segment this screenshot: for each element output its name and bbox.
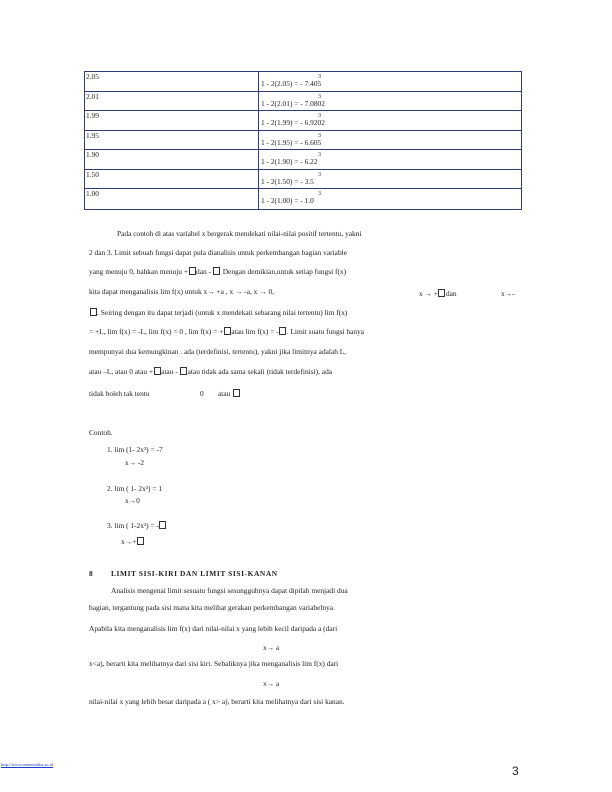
infinity-symbol-box bbox=[90, 308, 97, 316]
example-line: 2. lim ( 1- 2x³) = 1 bbox=[107, 484, 163, 493]
infinity-symbol-box bbox=[213, 267, 220, 275]
infinity-symbol-box bbox=[137, 537, 144, 545]
limit-subscript: x→ a bbox=[263, 643, 280, 652]
infinity-symbol-box bbox=[154, 367, 161, 375]
infinity-symbol-box bbox=[233, 389, 240, 397]
paragraph-fragment: 0 bbox=[200, 389, 204, 398]
paragraph-line: nilai-nilai x yang lebih besar daripada a ( x> a), berarti kita melihatnya dari sisi kanan. bbox=[89, 697, 345, 706]
expression: 1 - 2(1.95) = - 6.605 3 bbox=[261, 132, 322, 147]
table-row bbox=[85, 170, 521, 190]
paragraph-line: Pada contoh di atas variabel x bergerak mendekati nilai-nilai positif tertentu, yakni bbox=[117, 229, 362, 238]
x-value: 2.01 bbox=[86, 91, 99, 101]
table-row bbox=[85, 189, 521, 209]
section-number: 8 bbox=[89, 569, 94, 578]
example-subscript: x→+ bbox=[121, 537, 144, 546]
values-table bbox=[84, 71, 522, 210]
paragraph-line: Analisis mengenai limit sesuatu fungsi sesungguhnya dapat dipilah menjadi dua bbox=[111, 586, 348, 595]
expression: 1 - 2(1.50) = - 3.5 3 bbox=[261, 171, 321, 186]
table-row bbox=[85, 92, 521, 112]
table-row bbox=[85, 150, 521, 170]
paragraph-line: . Seiring dengan itu dapat terjadi (untuk x mendekati sebarang nilai tertentu) lim f(x) bbox=[89, 308, 347, 317]
paragraph-line: tidak boleh tak tentu bbox=[89, 389, 150, 398]
paragraph-line: kita dapat menganalisis lim f(x) untuk x→ +a , x → -a, x → 0, bbox=[89, 287, 274, 296]
x-value: 1.90 bbox=[86, 150, 99, 159]
infinity-symbol-box bbox=[189, 267, 196, 275]
table-row bbox=[85, 131, 521, 151]
infinity-symbol-box bbox=[438, 289, 445, 297]
infinity-symbol-box bbox=[159, 521, 166, 529]
expression: 1 - 2(2.05) = - 7.405 3 bbox=[261, 74, 322, 88]
example-subscript: x→0 bbox=[125, 496, 140, 505]
limit-subscript: x→ a bbox=[263, 679, 280, 688]
paragraph-line: 2 dan 3. Limit sebuah fungsi dapat pula dianalisis untuk perkembangan bagian variable bbox=[89, 248, 347, 257]
x-value: 1.50 bbox=[86, 169, 99, 179]
table-row bbox=[85, 111, 521, 131]
example-line: 1. lim (1- 2x³) = -7 bbox=[107, 445, 163, 454]
table-row bbox=[85, 72, 521, 92]
paragraph-line: atau –L, atau 0 atau + atau - atau tidak ada sama sekali (tidak terdefinisi), ada bbox=[89, 367, 333, 376]
paragraph-line: mempunyai dua kemungkinan . ada (terdefinisi, tertentu), yakni jika limitnya adalah L, bbox=[89, 347, 347, 356]
x-value: 2.05 bbox=[86, 72, 99, 81]
example-subscript: x→ -2 bbox=[125, 458, 145, 467]
example-title: Contoh. bbox=[89, 428, 113, 437]
x-value: 1.95 bbox=[86, 130, 99, 140]
footer-link[interactable]: http://www.matematika.ac.id bbox=[1, 762, 54, 767]
paragraph-line: Apabila kita menganalisis lim f(x) dari nilai-nilai x yang lebih kecil daripada a (dari bbox=[89, 624, 338, 633]
paragraph-fragment: x→- bbox=[501, 289, 515, 298]
paragraph-line: x<a), berarti kita melihatnya dari sisi kiri. Sebaliknya jika menganalisis lim f(x) dari bbox=[89, 659, 339, 668]
paragraph-fragment: x → + dan bbox=[419, 289, 457, 298]
expression: 1 - 2(2.01) = - 7.0802 3 bbox=[261, 93, 325, 108]
expression: 1 - 2(1.00) = - 1.0 3 bbox=[261, 191, 321, 205]
infinity-symbol-box bbox=[180, 367, 187, 375]
infinity-symbol-box bbox=[279, 327, 286, 335]
paragraph-fragment: atau bbox=[218, 389, 240, 398]
paragraph-line: = +L, lim f(x) = -L, lim f(x) = 0 , lim f(x) = + atau lim f(x) = - . Limit suatu fungsi hanya bbox=[89, 327, 365, 336]
paragraph-line: bagian, tergantung pada sisi mana kita melihat gerakan perkembangan variabelnya. bbox=[89, 603, 335, 612]
page-number: 3 bbox=[512, 764, 519, 778]
expression: 1 - 2(1.90) = - 6.22 3 bbox=[261, 152, 321, 166]
x-value: 1.99 bbox=[86, 111, 99, 120]
expression: 1 - 2(1.99) = - 6.9202 3 bbox=[261, 113, 325, 127]
infinity-symbol-box bbox=[224, 327, 231, 335]
paragraph-line: yang menuju 0, bahkan menuju + dan - Dengan demikian,untuk setiap fungsi f(x) bbox=[89, 267, 347, 276]
example-line: 3. lim ( 1-2x³) = - bbox=[107, 521, 167, 530]
x-value: 1.00 bbox=[86, 189, 99, 198]
section-title: LIMIT SISI-KIRI DAN LIMIT SISI-KANAN bbox=[111, 569, 278, 578]
